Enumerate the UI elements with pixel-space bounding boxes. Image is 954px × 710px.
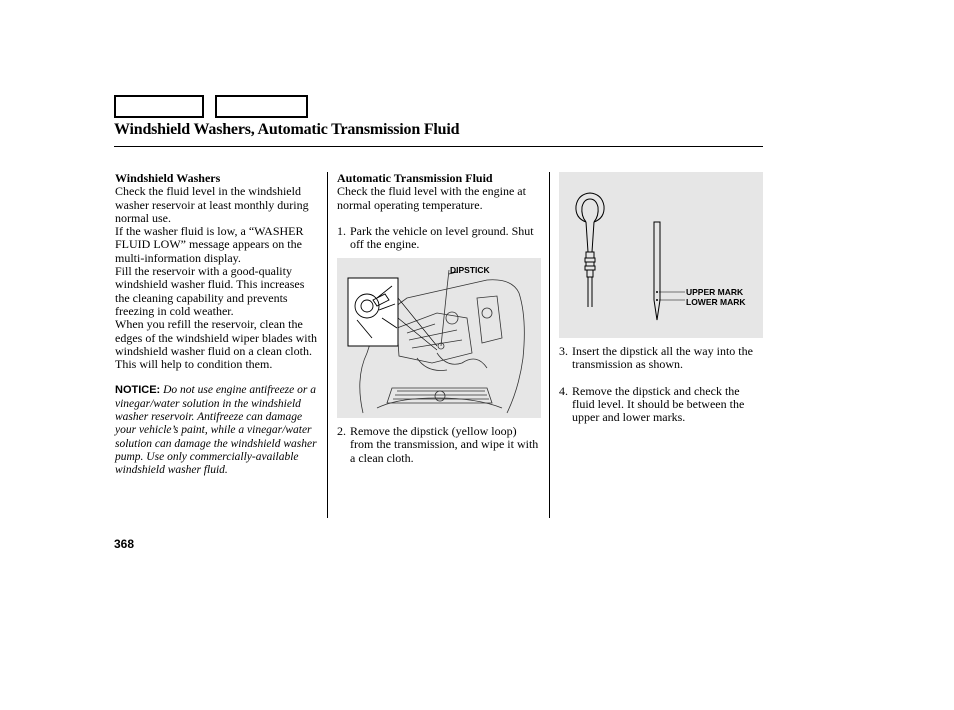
notice-block: [115, 384, 321, 477]
section-heading-washers: Windshield Washers: [115, 171, 221, 185]
step-1-text: Park the vehicle on level ground. Shut off the engine.: [350, 223, 534, 252]
step-3-text: Insert the dipstick all the way into the transmission as shown.: [572, 344, 753, 372]
step-2: [337, 425, 542, 465]
dipstick-label: DIPSTICK: [450, 265, 490, 275]
column-divider-2: [549, 172, 550, 518]
lower-mark-label: LOWER MARK: [686, 297, 746, 307]
page-title: Windshield Washers, Automatic Transmission Fluid: [114, 121, 460, 138]
step-4: [559, 385, 765, 425]
notice-text: Do not use engine antifreeze or a vinegar/water solution in the windshield washer reservoir. Antifreeze can damage your vehicle’s paint, while a vinegar/water solution can damage the windshield washer pump. Use only commercially-available windshield washer fluid.: [115, 384, 317, 477]
step-3: [559, 345, 765, 372]
washers-paragraph-4: When you refill the reservoir, clean the edges of the windshield wiper blades with windshield washer fluid on a clean cloth. This will help to condition them.: [115, 317, 317, 372]
dipstick-illustration: [559, 172, 763, 338]
header-tab-left: [114, 95, 204, 118]
washers-paragraph-3: Fill the reservoir with a good-quality windshield washer fluid. This increases the cleaning capability and prevents freezing in cold weather.: [115, 264, 305, 318]
step-1-number: 1.: [337, 223, 346, 238]
dipstick-drawing: [559, 172, 763, 338]
engine-bay-drawing: [337, 258, 541, 418]
washers-paragraph-1: Check the fluid level in the windshield washer reservoir at least monthly during normal use.: [115, 184, 309, 225]
page-number: 368: [114, 537, 135, 551]
column-divider-1: [327, 172, 328, 518]
engine-bay-illustration: [337, 258, 541, 418]
column-steps-3-4: [559, 345, 765, 424]
step-2-text: Remove the dipstick (yellow loop) from the transmission, and wipe it with a clean cloth.: [350, 424, 539, 465]
upper-mark-label: UPPER MARK: [686, 287, 744, 297]
lower-mark-dot: [656, 299, 658, 301]
header-tab-right: [215, 95, 308, 118]
step-1: [337, 225, 542, 252]
title-rule: [114, 146, 763, 147]
column-atf: [337, 172, 542, 251]
section-heading-atf: Automatic Transmission Fluid: [337, 171, 493, 185]
upper-mark-dot: [656, 291, 658, 293]
column-washers: [115, 172, 321, 478]
step-2-number: 2.: [337, 424, 346, 438]
atf-intro: Check the fluid level with the engine at normal operating temperature.: [337, 184, 526, 212]
step-3-number: 3.: [559, 344, 568, 358]
step-4-text: Remove the dipstick and check the fluid level. It should be between the upper and lower marks.: [572, 383, 745, 425]
step-2-block: [337, 425, 542, 465]
notice-label: NOTICE:: [115, 384, 161, 397]
step-4-number: 4.: [559, 383, 568, 398]
washers-paragraph-2: If the washer fluid is low, a “WASHER FLUID LOW” message appears on the multi-information display.: [115, 224, 304, 265]
